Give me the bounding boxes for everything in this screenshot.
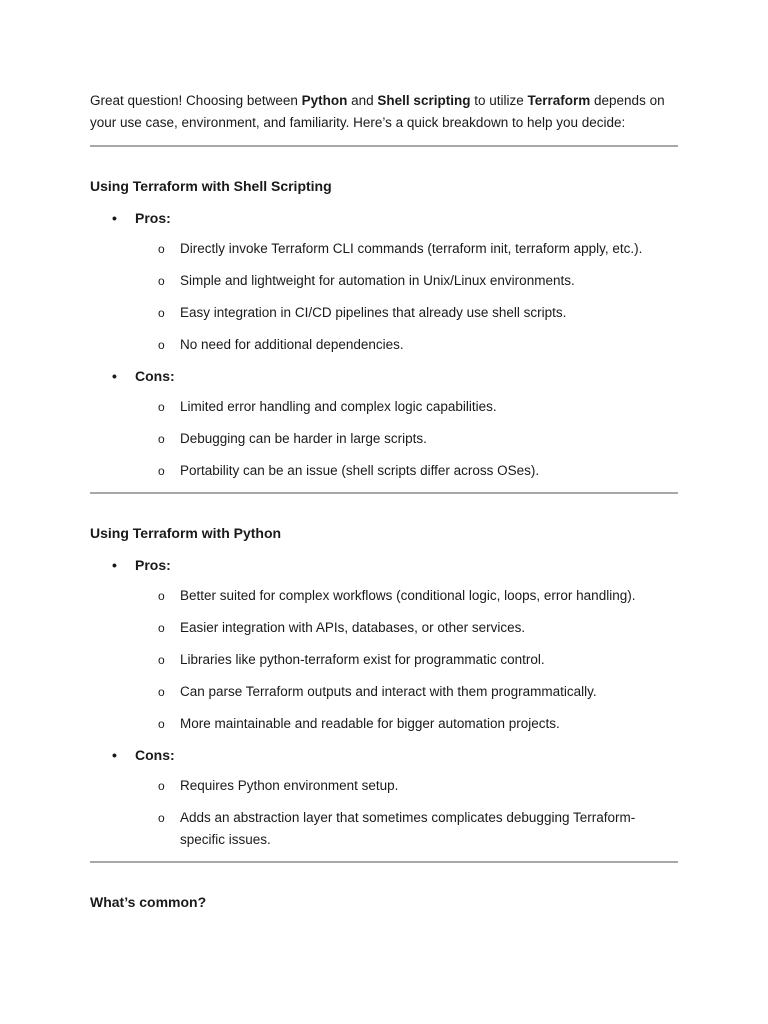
shell-pros-group xyxy=(90,208,678,356)
shell-con-item xyxy=(90,396,678,418)
python-cons-label xyxy=(90,745,678,765)
bullet-icon: • xyxy=(112,210,117,226)
python-pro-item xyxy=(90,681,678,703)
shell-con-item-text: Debugging can be harder in large scripts. xyxy=(180,431,427,446)
sub-bullet-icon: o xyxy=(158,242,165,256)
python-cons-list xyxy=(90,775,678,851)
sub-bullet-icon: o xyxy=(158,464,165,478)
document-page xyxy=(90,90,678,912)
shell-cons-group xyxy=(90,366,678,482)
python-pro-item-text: More maintainable and readable for bigger automation projects. xyxy=(180,716,560,731)
shell-pro-item-text: Simple and lightweight for automation in Unix/Linux environments. xyxy=(180,273,575,288)
common-section xyxy=(90,892,678,912)
intro-python-bold: Python xyxy=(301,93,348,108)
bullet-icon: • xyxy=(112,557,117,573)
intro-text-and: and xyxy=(347,93,378,108)
shell-cons-list xyxy=(90,396,678,482)
python-pros-label xyxy=(90,555,678,575)
shell-con-item xyxy=(90,460,678,482)
python-cons-label-text: Cons: xyxy=(135,747,175,763)
python-pro-item-text: Libraries like python-terraform exist for programmatic control. xyxy=(180,652,545,667)
python-cons-group xyxy=(90,745,678,851)
python-pro-item xyxy=(90,617,678,639)
sub-bullet-icon: o xyxy=(158,589,165,603)
shell-pro-item xyxy=(90,270,678,292)
python-pros-group xyxy=(90,555,678,735)
shell-pro-item xyxy=(90,334,678,356)
python-pros-label-text: Pros: xyxy=(135,557,171,573)
sub-bullet-icon: o xyxy=(158,400,165,414)
python-pro-item-text: Better suited for complex workflows (conditional logic, loops, error handling). xyxy=(180,588,636,603)
shell-pro-item-text: No need for additional dependencies. xyxy=(180,337,404,352)
shell-pro-item xyxy=(90,302,678,324)
python-pro-item xyxy=(90,713,678,735)
python-con-item-text: Adds an abstraction layer that sometimes complicates debugging Terraform-specific issues. xyxy=(180,810,636,847)
python-pro-item xyxy=(90,585,678,607)
bullet-icon: • xyxy=(112,368,117,384)
shell-pro-item-text: Directly invoke Terraform CLI commands (terraform init, terraform apply, etc.). xyxy=(180,241,643,256)
python-pro-item-text: Easier integration with APIs, databases, or other services. xyxy=(180,620,526,635)
python-pros-list xyxy=(90,585,678,735)
shell-pros-list xyxy=(90,238,678,356)
sub-bullet-icon: o xyxy=(158,811,165,825)
intro-text-2: to utilize xyxy=(470,93,528,108)
shell-pro-item-text: Easy integration in CI/CD pipelines that already use shell scripts. xyxy=(180,305,567,320)
sub-bullet-icon: o xyxy=(158,779,165,793)
sub-bullet-icon: o xyxy=(158,621,165,635)
python-pro-item xyxy=(90,649,678,671)
divider-1 xyxy=(90,145,678,147)
shell-pros-label xyxy=(90,208,678,228)
shell-con-item-text: Portability can be an issue (shell scripts differ across OSes). xyxy=(180,463,540,478)
python-con-item xyxy=(90,807,678,851)
divider-3 xyxy=(90,861,678,863)
divider-2 xyxy=(90,492,678,494)
python-pro-item-text: Can parse Terraform outputs and interact with them programmatically. xyxy=(180,684,597,699)
sub-bullet-icon: o xyxy=(158,338,165,352)
shell-pros-label-text: Pros: xyxy=(135,210,171,226)
sub-bullet-icon: o xyxy=(158,717,165,731)
shell-section-title: Using Terraform with Shell Scripting xyxy=(90,178,332,194)
intro-paragraph xyxy=(90,90,670,134)
sub-bullet-icon: o xyxy=(158,274,165,288)
intro-terraform-bold: Terraform xyxy=(527,93,591,108)
common-section-title: What’s common? xyxy=(90,894,207,910)
shell-pro-item xyxy=(90,238,678,260)
shell-cons-label-text: Cons: xyxy=(135,368,175,384)
shell-section xyxy=(90,176,678,482)
sub-bullet-icon: o xyxy=(158,432,165,446)
intro-shell-bold: Shell scripting xyxy=(377,93,471,108)
bullet-icon: • xyxy=(112,747,117,763)
python-con-item-text: Requires Python environment setup. xyxy=(180,778,399,793)
shell-cons-label xyxy=(90,366,678,386)
sub-bullet-icon: o xyxy=(158,306,165,320)
shell-con-item-text: Limited error handling and complex logic capabilities. xyxy=(180,399,497,414)
sub-bullet-icon: o xyxy=(158,685,165,699)
python-section-title: Using Terraform with Python xyxy=(90,525,282,541)
python-section xyxy=(90,523,678,851)
sub-bullet-icon: o xyxy=(158,653,165,667)
intro-text-3: depends on your use case, environment, and familiarity. Here’s a quick breakdown to help you decide: xyxy=(90,93,665,130)
shell-con-item xyxy=(90,428,678,450)
python-con-item xyxy=(90,775,678,797)
intro-text-1: Great question! Choosing between xyxy=(90,93,302,108)
